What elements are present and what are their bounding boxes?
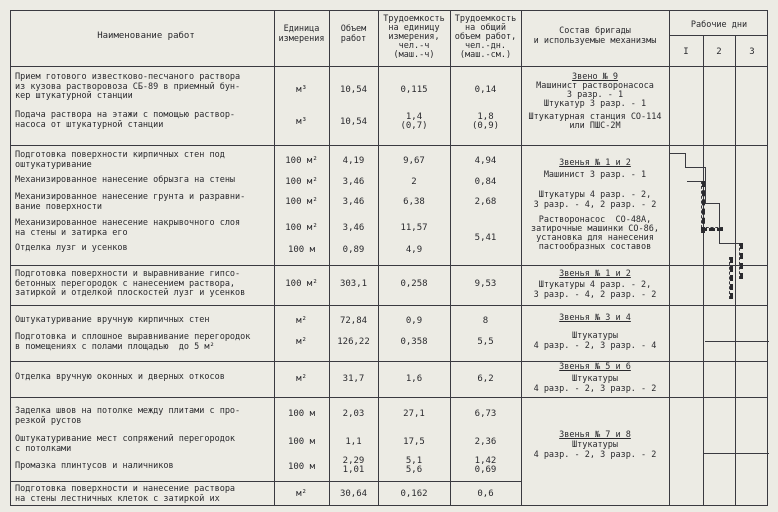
row-name: Механизированное нанесение грунта и разравни- вание поверхности: [15, 192, 246, 212]
row-name: Заделка швов на потолке между плитами с про- резкой рустов: [15, 406, 241, 426]
crew-body: Штукатурная станция СО-114 или ПШС-2М: [528, 112, 662, 131]
row-name: Механизированное нанесение накрывочного слоя на стены и затирка его: [15, 218, 241, 238]
row-labor-unit: 0,258: [400, 279, 428, 289]
row-unit: м²: [296, 489, 307, 499]
header-unit: Единица измерения: [278, 24, 325, 44]
days-subheader-line: [669, 35, 767, 36]
header-crew: Состав бригады и используемые механизмы: [533, 26, 657, 46]
row-volume: 126,22: [337, 337, 370, 347]
header-labor-unit: Трудоемкость на единицу измерения, чел.-ч (маш.-ч): [383, 14, 445, 60]
header-volume: Объем работ: [340, 24, 367, 44]
row-labor-total: 0,6: [477, 489, 494, 499]
row-unit: 100 м: [287, 462, 316, 472]
header-days: Рабочие дни: [690, 20, 748, 30]
row-labor-total: 6,2: [477, 374, 494, 384]
row-unit: 100 м²: [285, 223, 318, 233]
header-labor-total: Трудоемкость на общий объем работ, чел.-дн. (маш.-см.): [454, 14, 517, 60]
work-schedule-table: [10, 10, 768, 506]
row-volume: 10,54: [339, 85, 368, 95]
crew-body: Штукатуры 4 разр. - 2, 3 разр. - 4, 2 разр. - 2: [533, 190, 657, 210]
section-line: [11, 397, 767, 398]
row-volume: 72,84: [339, 316, 368, 326]
row-labor-unit: 17,5: [403, 437, 425, 447]
crew-body: Штукатуры 4 разр. - 2, 3 разр. - 4: [533, 331, 657, 351]
row-volume: 2,29 1,01: [342, 456, 365, 475]
schedule-bar: [719, 243, 739, 244]
crew-title: Звенья № 1 и 2: [559, 158, 631, 168]
row-unit: 100 м²: [285, 177, 318, 187]
row-unit: м³: [296, 117, 307, 127]
row-name: Подача раствора на этажи с помощью раствор- насоса от штукатурной станции: [15, 110, 236, 130]
header-bottom-line: [11, 66, 767, 67]
row-labor-total: 6,73: [474, 409, 497, 419]
row-volume: 30,64: [339, 489, 368, 499]
header-day-3: 3: [749, 47, 755, 57]
row-volume: 4,19: [342, 156, 365, 166]
row-labor-total: 1,42 0,69: [474, 456, 497, 475]
row-volume: 1,1: [345, 437, 362, 447]
row-unit: м³: [296, 85, 307, 95]
crew-title: Звенья № 5 и 6: [559, 362, 631, 372]
row-name: Оштукатуривание мест сопряжений перегородок с потолками: [15, 434, 236, 454]
schedule-bar: [705, 341, 769, 342]
section-line: [11, 145, 767, 146]
row-volume: 2,03: [342, 409, 365, 419]
schedule-bar: [729, 257, 733, 299]
crew-title: Звенья № 1 и 2: [559, 269, 631, 279]
row-labor-unit: 9,67: [403, 156, 425, 166]
row-unit: м²: [296, 337, 307, 347]
row-unit: 100 м: [287, 409, 316, 419]
row-labor-unit: 6,38: [403, 197, 425, 207]
row-labor-unit: 2: [411, 177, 417, 187]
row-labor-total: 8: [482, 316, 489, 326]
row-labor-total: 5,5: [477, 337, 494, 347]
schedule-bar: [701, 181, 705, 233]
row-name: Подготовка поверхности кирпичных стен под оштукатуривание: [15, 150, 225, 170]
row-name: Прием готового известково-песчаного раствора из кузова растворовоза СБ-89 в приемный бун- кер штукатурной станции: [15, 72, 241, 101]
header-name: Наименование работ: [97, 31, 195, 41]
header-day-1: I: [683, 47, 689, 57]
row-unit: 100 м²: [285, 197, 318, 207]
row-volume: 3,46: [342, 197, 365, 207]
crew-title: Звенья № 3 и 4: [559, 313, 631, 323]
section-line: [11, 265, 767, 266]
section-line: [11, 305, 767, 306]
crew-body: Машинист 3 разр. - 1: [543, 170, 647, 180]
schedule-bar: [719, 203, 720, 243]
row-name: Отделка вручную оконных и дверных откосов: [15, 372, 225, 382]
crew-body: Растворонасос СО-48А, затирочные машинки СО-86, установка для нанесения пастообразных составов: [531, 215, 659, 252]
schedule-bar: [703, 453, 769, 454]
section-line: [11, 361, 767, 362]
col-divider: [669, 11, 670, 505]
row-name: Отделка лузг и усенков: [15, 243, 128, 253]
row-labor-total: 9,53: [474, 279, 497, 289]
crew-body: Машинист растворонасоса 3 разр. - 1 Штукатур 3 разр. - 1: [536, 81, 654, 109]
row-labor-unit: 0,9: [405, 316, 423, 326]
crew-body: Штукатуры 4 разр. - 2, 3 разр. - 4, 2 разр. - 2: [533, 280, 657, 300]
row-unit: 100 м: [287, 245, 316, 255]
row-labor-unit: 0,358: [400, 337, 428, 347]
section-line: [11, 481, 521, 482]
day-divider: [703, 35, 704, 505]
row-volume: 303,1: [339, 279, 368, 289]
schedule-bar: [669, 153, 685, 154]
row-name: Подготовка и сплошное выравнивание перегородок в помещениях с полами площадью до 5 м²: [15, 332, 251, 352]
day-divider: [735, 35, 736, 505]
row-unit: м²: [296, 316, 307, 326]
schedule-bar: [705, 203, 719, 204]
crew-body: Штукатуры 4 разр. - 2, 3 разр. - 2: [533, 374, 657, 394]
row-labor-unit: 11,57: [400, 223, 428, 233]
row-unit: 100 м²: [285, 279, 318, 289]
header-day-2: 2: [716, 47, 722, 57]
row-labor-total: 2,36: [474, 437, 497, 447]
schedule-bar: [685, 167, 705, 168]
schedule-bar: [685, 153, 686, 167]
row-name: Оштукатуривание вручную кирпичных стен: [15, 315, 210, 325]
crew-title: Звенья № 7 и 8: [559, 430, 631, 440]
row-name: Механизированное нанесение обрызга на стены: [15, 175, 236, 185]
row-labor-total: 4,94: [474, 156, 497, 166]
row-labor-unit: 1,6: [405, 374, 423, 384]
schedule-bar: [705, 167, 706, 203]
row-volume: 10,54: [339, 117, 368, 127]
schedule-bar: [687, 181, 701, 182]
row-labor-total: 0,14: [474, 85, 497, 95]
row-unit: 100 м: [287, 437, 316, 447]
crew-title: Звено № 9: [571, 72, 619, 82]
row-volume: 31,7: [342, 374, 365, 384]
row-labor-unit: 0,162: [400, 489, 428, 499]
row-name: Подготовка поверхности и нанесение раствора на стены лестничных клеток с затиркой их: [15, 484, 236, 504]
row-volume: 3,46: [342, 177, 365, 187]
row-name: Подготовка поверхности и выравнивание гипсо- бетонных перегородок с нанесением раствора, затиркой и отделкой плоскостей лузг и усенков: [15, 269, 246, 298]
row-labor-total: 2,68: [474, 197, 497, 207]
row-labor-unit: 5,1 5,6: [405, 456, 423, 475]
row-volume: 0,89: [342, 245, 365, 255]
row-labor-total: 5,41: [474, 233, 497, 243]
schedule-bar: [739, 243, 743, 279]
row-labor-total: 1,8 (0,9): [471, 112, 500, 131]
row-labor-unit: 4,9: [405, 245, 423, 255]
row-volume: 3,46: [342, 223, 365, 233]
row-labor-unit: 1,4 (0,7): [400, 112, 428, 131]
row-labor-unit: 27,1: [403, 409, 425, 419]
row-unit: м²: [296, 374, 307, 384]
row-unit: 100 м²: [285, 156, 318, 166]
row-labor-unit: 0,115: [400, 85, 428, 95]
crew-body: Штукатуры 4 разр. - 2, 3 разр. - 2: [533, 440, 657, 460]
row-labor-total: 0,84: [474, 177, 497, 187]
schedule-bar: [701, 227, 723, 231]
row-name: Промазка плинтусов и наличников: [15, 461, 174, 471]
